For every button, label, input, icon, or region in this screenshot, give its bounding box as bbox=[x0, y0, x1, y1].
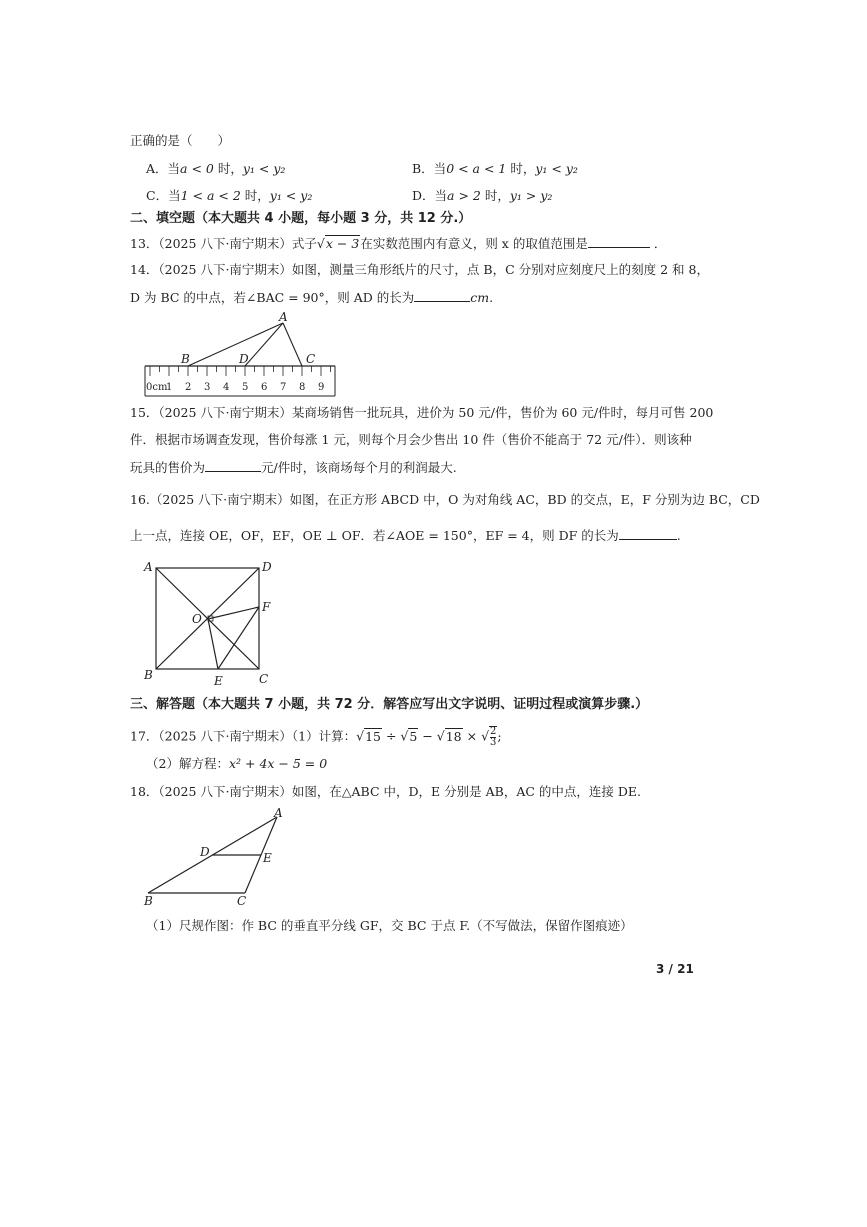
q15-line3: 玩具的售价为 元/件时，该商场每个月的利润最大. bbox=[130, 460, 457, 475]
ruler-label-0: 0cm bbox=[146, 382, 168, 393]
ruler-ticks bbox=[150, 366, 331, 376]
q12-option-c: C．当1 < a < 2 时，y₁ < y₂ bbox=[146, 188, 313, 203]
q18-line1: 18．（2025 八下·南宁期末）如图，在△ABC 中，D，E 分别是 AB，AC 的中点，连接 DE. bbox=[130, 784, 641, 799]
q17-part1: 17．（2025 八下·南宁期末）（1）计算：√15 ÷ √5 − √18 × √ $\frac{2}{3}$ ; bbox=[130, 726, 502, 748]
q12-option-a: A．当a < 0 时，y₁ < y₂ bbox=[146, 161, 286, 176]
q18-label-a: A bbox=[274, 806, 283, 820]
q16-label-a: A bbox=[144, 560, 153, 574]
q17-part2: （2）解方程：x² + 4x − 5 = 0 bbox=[146, 756, 328, 771]
ruler-label-8: 8 bbox=[299, 382, 306, 393]
ruler-label-3: 3 bbox=[204, 382, 211, 393]
q18-part1: （1）尺规作图：作 BC 的垂直平分线 GF，交 BC 于点 F.（不写做法，保留作图痕迹） bbox=[146, 918, 633, 933]
q12-stem: 正确的是（ ） bbox=[130, 133, 231, 148]
q18-label-e: E bbox=[263, 851, 272, 865]
ruler-label-7: 7 bbox=[280, 382, 287, 393]
ruler-label-6: 6 bbox=[261, 382, 268, 393]
q16-label-e: E bbox=[214, 674, 223, 688]
section-title-solutions: 三、解答题（本大题共 7 小题，共 72 分．解答应写出文字说明、证明过程或演算步骤.） bbox=[130, 697, 649, 712]
q13-answer-blank[interactable] bbox=[588, 235, 650, 248]
q16-answer-blank[interactable] bbox=[619, 527, 677, 540]
q14-line2: D 为 BC 的中点，若∠BAC = 90°，则 AD 的长为 cm. bbox=[130, 290, 494, 305]
segment-of bbox=[208, 607, 259, 619]
ruler-label-4: 4 bbox=[223, 382, 230, 393]
q14-line1: 14．（2025 八下·南宁期末）如图，测量三角形纸片的尺寸，点 B，C 分别对应刻度尺上的刻度 2 和 8， bbox=[130, 262, 709, 277]
q16-line1: 16.（2025 八下·南宁期末）如图，在正方形 ABCD 中，O 为对角线 AC，BD 的交点，E，F 分别为边 BC，CD bbox=[130, 492, 760, 507]
section-title-fill-in: 二、填空题（本大题共 4 小题，每小题 3 分，共 12 分.） bbox=[130, 211, 472, 226]
q16-label-f: F bbox=[262, 600, 271, 614]
ruler-label-9: 9 bbox=[318, 382, 325, 393]
q16-label-c: C bbox=[259, 672, 269, 686]
q16-label-o: O bbox=[192, 612, 202, 626]
q16-label-b: B bbox=[144, 668, 153, 682]
q14-answer-blank[interactable] bbox=[414, 289, 470, 302]
page-number: 3 / 21 bbox=[656, 962, 694, 976]
ruler-label-2: 2 bbox=[185, 382, 192, 393]
q16-line2: 上一点，连接 OE，OF，EF，OE ⊥ OF．若∠AOE = 150°，EF = 4，则 DF 的长为 . bbox=[130, 528, 681, 543]
q12-option-b: B．当0 < a < 1 时，y₁ < y₂ bbox=[412, 161, 578, 176]
q18-triangle-figure bbox=[140, 805, 290, 905]
q14-label-d: D bbox=[239, 352, 249, 366]
ruler-label-1: 1 bbox=[166, 382, 173, 393]
q15-line1: 15．（2025 八下·南宁期末）某商场销售一批玩具，进价为 50 元/件，售价为 60 元/件时，每月可售 200 bbox=[130, 405, 714, 420]
q15-answer-blank[interactable] bbox=[205, 459, 261, 472]
q14-label-b: B bbox=[181, 352, 190, 366]
q13: 13．（2025 八下·南宁期末）式子√x − 3在实数范围内有意义，则 x 的取值范围是 ． bbox=[130, 236, 667, 251]
q15-line2: 件．根据市场调查发现，售价每涨 1 元，则每个月会少售出 10 件（售价不能高于 72 元/件）．则该种 bbox=[130, 432, 692, 447]
segment-ef bbox=[218, 607, 259, 669]
q14-ruler-figure bbox=[140, 310, 340, 400]
q18-label-c: C bbox=[237, 894, 247, 905]
q16-square-figure bbox=[140, 555, 285, 690]
ruler-label-5: 5 bbox=[242, 382, 249, 393]
q18-label-b: B bbox=[144, 894, 153, 905]
q14-label-c: C bbox=[306, 352, 316, 366]
q18-label-d: D bbox=[200, 845, 210, 859]
q14-label-a: A bbox=[279, 310, 288, 324]
q12-option-d: D．当a > 2 时，y₁ > y₂ bbox=[412, 188, 553, 203]
q16-label-d: D bbox=[262, 560, 272, 574]
